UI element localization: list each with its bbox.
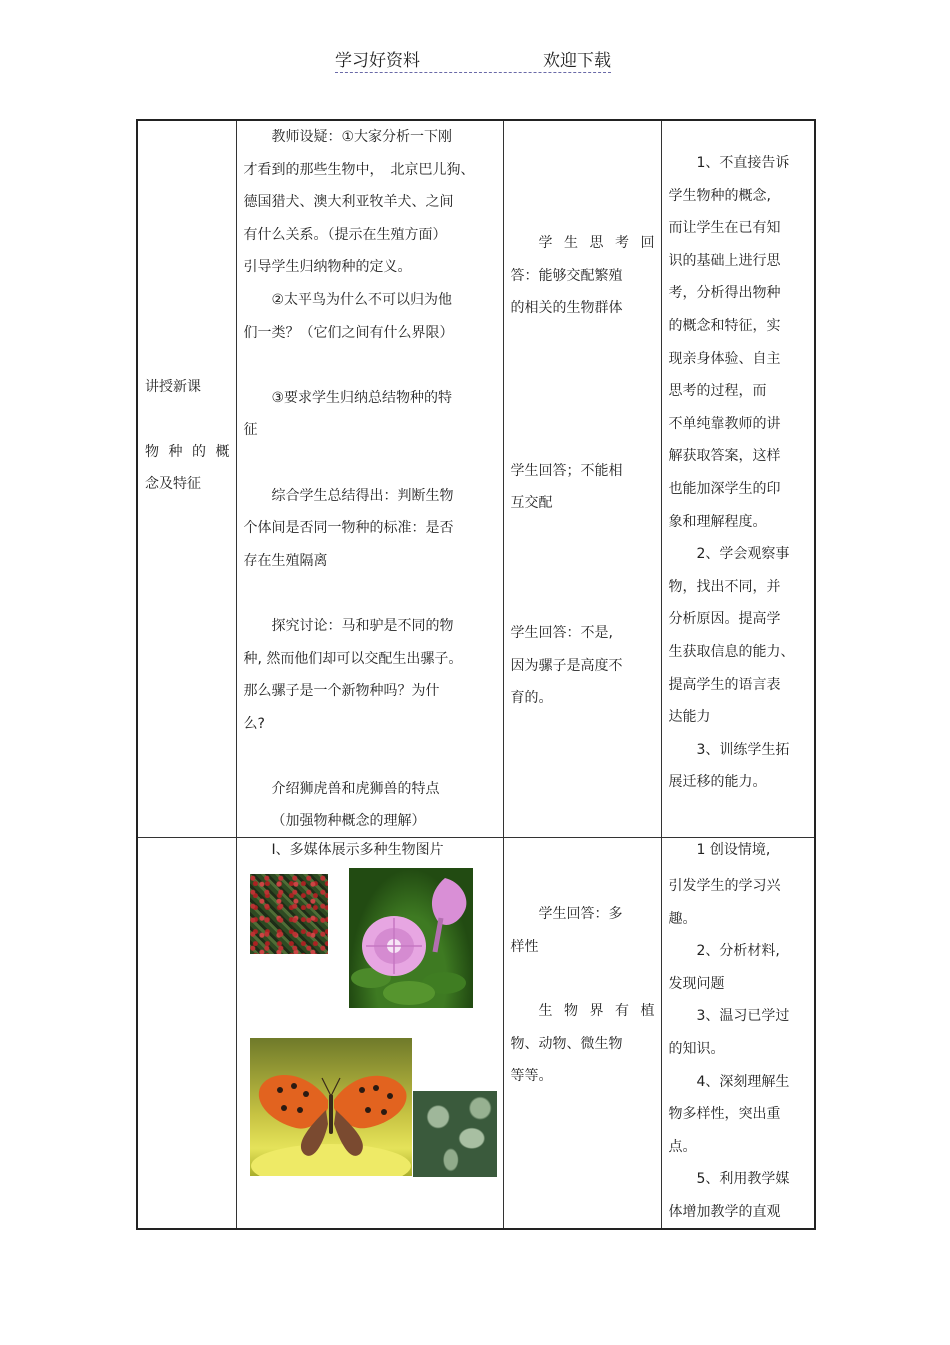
intent-line: 不单纯靠教师的讲 [668, 415, 781, 432]
leaves-photo [250, 874, 328, 954]
intent-line: 1、不直接告诉 [696, 155, 790, 171]
morning-glory-image [349, 868, 473, 1008]
intent-line: 的知识。 [668, 1040, 725, 1057]
teacher-line: 有什么关系。（提示在生殖方面） [243, 226, 447, 243]
intent-line: 4、深刻理解生 [696, 1073, 790, 1090]
teacher-line: Ⅰ、多媒体展示多种生物图片 [271, 842, 444, 858]
teacher-line: 教师设疑：①大家分析一下刚 [271, 129, 453, 145]
intent-line: 考，分析得出物种 [668, 285, 781, 302]
lesson-plan-table [136, 119, 816, 1230]
student-line: 互交配 [510, 495, 553, 512]
intent-line: 也能加深学生的印 [668, 480, 781, 497]
intent-line: 而让学生在已有知 [668, 220, 781, 237]
intent-line: 达能力 [668, 709, 711, 726]
student-line: 学 生 思 考 回 [538, 235, 655, 251]
teacher-line: 么? [243, 715, 265, 732]
teacher-line: ③要求学生归纳总结物种的特 [271, 389, 453, 406]
intent-line: 3、温习已学过 [696, 1008, 790, 1025]
student-line: 学生回答：多 [538, 906, 623, 922]
intent-line: 发现问题 [668, 975, 725, 992]
design-intent-cell [661, 838, 815, 1230]
student-activity-cell [503, 120, 661, 838]
design-intent-cell [661, 120, 815, 838]
student-line: 等等。 [510, 1068, 553, 1085]
student-line: 学生回答；不能相 [510, 462, 623, 479]
teacher-line: （加强物种概念的理解） [271, 813, 426, 830]
teacher-line: 存在生殖隔离 [243, 552, 328, 569]
section-cell [137, 120, 236, 838]
intent-line: 2、学会观察事 [696, 546, 790, 563]
intent-line: 展迁移的能力。 [668, 774, 767, 791]
butterfly-photo [250, 1038, 412, 1176]
intent-line: 点。 [668, 1138, 697, 1155]
table-row [137, 838, 815, 1230]
student-line: 物、动物、微生物 [510, 1035, 623, 1052]
intent-line: 2、分析材料, [696, 943, 780, 960]
teacher-line: 个体间是否同一物种的标准：是否 [243, 520, 454, 537]
table-row [137, 120, 815, 838]
section-cell-empty [137, 838, 236, 1230]
student-line: 样性 [510, 938, 539, 955]
section-topic-line: 念及特征 [145, 476, 201, 493]
teacher-activity-cell [236, 120, 503, 838]
teacher-line: 种, 然而他们却可以交配生出骡子。 [243, 650, 463, 667]
intent-line: 1 创设情境, [696, 842, 771, 858]
student-line: 育的。 [510, 690, 553, 707]
teacher-line: 才看到的那些生物中， 北京巴儿狗、 [243, 161, 475, 178]
intent-line: 识的基础上进行思 [668, 252, 781, 269]
teacher-line: 介绍狮虎兽和虎狮兽的特点 [271, 780, 440, 797]
student-line: 答：能够交配繁殖 [510, 267, 623, 284]
teacher-line: 那么骡子是一个新物种吗？为什 [243, 683, 440, 700]
intent-line: 3、训练学生拓 [696, 741, 790, 758]
intent-line: 物，找出不同，并 [668, 578, 781, 595]
intent-line: 的概念和特征，实 [668, 317, 781, 334]
header-right-text: 欢迎下载 [543, 51, 611, 71]
teacher-line: 引导学生归纳物种的定义。 [243, 259, 412, 276]
morning-glory-photo [349, 868, 473, 1008]
teacher-line: 综合学生总结得出：判断生物 [271, 487, 454, 504]
teacher-line: ②太平鸟为什么不可以归为他 [271, 291, 453, 308]
intent-line: 趣。 [668, 910, 697, 927]
intent-line: 分析原因。提高学 [668, 611, 781, 628]
student-line: 生 物 界 有 植 [538, 1003, 655, 1020]
intent-line: 体增加教学的直观 [668, 1203, 781, 1220]
intent-line: 现亲身体验、自主 [668, 350, 781, 367]
section-label: 讲授新课 [145, 379, 201, 395]
intent-line: 学生物种的概念, [668, 187, 771, 204]
intent-line: 解获取答案，这样 [668, 448, 781, 465]
intent-line: 生获取信息的能力、 [668, 643, 795, 660]
teacher-activity-cell [236, 838, 503, 1230]
butterfly-image [250, 1038, 412, 1176]
intent-line: 引发学生的学习兴 [668, 878, 781, 894]
teacher-line: 探究讨论：马和驴是不同的物 [271, 617, 454, 634]
intent-line: 象和理解程度。 [668, 513, 767, 530]
intent-line: 思考的过程，而 [668, 383, 767, 400]
teacher-line: 们一类？（它们之间有什么界限） [243, 324, 454, 341]
intent-line: 物多样性，突出重 [668, 1106, 781, 1123]
page-header [335, 46, 611, 73]
intent-line: 提高学生的语言表 [668, 676, 781, 693]
student-line: 学生回答：不是, [510, 624, 613, 641]
student-activity-cell [503, 838, 661, 1230]
intent-line: 5、利用教学媒 [696, 1171, 790, 1188]
teacher-line: 德国猎犬、澳大利亚牧羊犬、之间 [243, 194, 454, 211]
foliage-photo [413, 1091, 497, 1177]
student-line: 的相关的生物群体 [510, 300, 623, 317]
student-line: 因为骡子是高度不 [510, 657, 623, 674]
header-left-text: 学习好资料 [335, 51, 420, 71]
teacher-line: 征 [243, 422, 258, 439]
section-topic-line: 物 种 的 概 [145, 443, 230, 460]
